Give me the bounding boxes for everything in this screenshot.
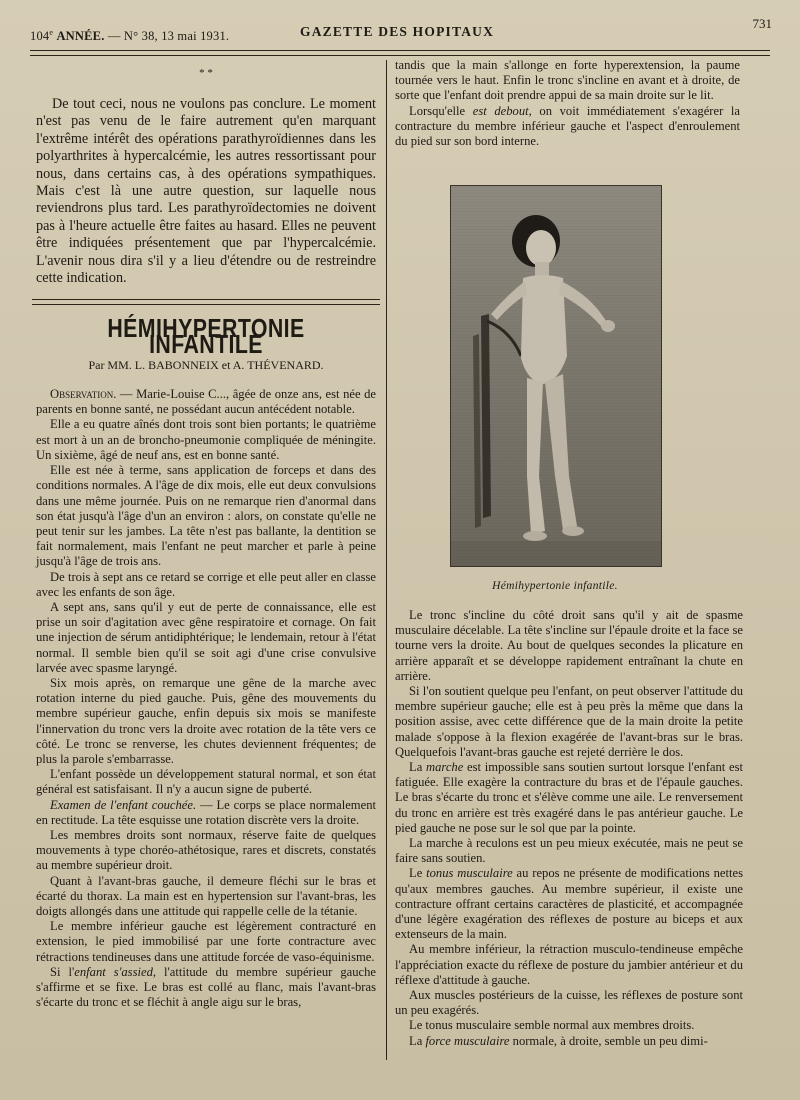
force-label: force musculaire [425,1033,510,1048]
body-paragraph: Elle a eu quatre aînés dont trois sont bien portants; le quatrième est mort à un an de broncho-pneumonie compliquée de méningite. Un sixième, âgé de neuf ans, est en bonne santé. [36,417,376,462]
child-arm-left [491,281,527,320]
tonus-label: tonus musculaire [426,866,513,881]
force-text: normale, à droite, semble un peu dimi- [509,1033,708,1048]
observation-paragraph [36,387,376,417]
header-rule [30,50,770,56]
article-byline: Par MM. L. BABONNEIX et A. THÉVENARD. [88,357,324,372]
body-paragraph: La marche à reculons est un peu mieux exécutée, mais ne peut se faire sans soutien. [395,836,743,866]
gait-prefix: La [409,760,427,775]
tonus-text: au repos ne présente de modifications nettes qu'aux membres gauches. Au membre supérieur, il existe une contracture offrant certains caractères de plasticité, et accompagnée d'une légère exagération des réflexes de posture au biceps et aux extenseurs de la main. [395,866,744,942]
right-column-bottom [395,608,743,1049]
page-header [30,16,772,46]
force-paragraph [395,1034,743,1049]
exam-lying-text: — Le corps se place normalement en rectitude. La tête esquisse une rotation discrète vers la droite. [36,797,376,827]
seated-prefix: Si l' [50,964,75,979]
child-foot-left [523,531,547,541]
article-title: HÉMIHYPERTONIE INFANTILE [107,313,305,359]
gait-text: est impossible sans soutien surtout lorsque l'enfant est fatiguée. Elle exagère la contracture du bras et de l'épaule gauches. Le bras s'écarte du tronc et s'élève comme une aile. Le renversement du tronc en arrière est très exagéré dans le pas antérieur gauche. Le pied gauche ne pose sur le sol que par la pointe. [395,760,743,835]
gait-label: marche [426,760,464,775]
standing-prefix: Lorsqu'elle [409,103,473,118]
page-number: 731 [752,16,772,31]
child-arm-right [559,281,606,326]
bed-rail [481,314,491,518]
exam-lying-label: Examen de l'enfant couchée. [50,797,197,812]
body-paragraph: Le tronc s'incline du côté droit sans qu'il y ait de spasme musculaire décelable. La tête s'incline sur l'épaule droite et la face se tourne vers la droite. Au bout de quelques secondes la plicature en arrière apparaît et se développe rapidement entraînant la chute en arrière. [395,608,743,683]
child-face [526,230,556,266]
child-hand-right [601,320,615,332]
issue-info [30,28,229,44]
floor-shadow [451,541,661,566]
patient-photograph [450,185,660,565]
intro-paragraph: De tout ceci, nous ne voulons pas conclure. Le moment n'est pas venu de le faire autrement qu'en marquant l'extrême intérêt des opérations parathyroïdiennes dans les polyarthrites à hypercalcémie, les autres ressortissant pour nous, dans certains cas, à des opérations sympathiques. Mais c'est là une autre question, sur laquelle nous reviendrons plus tard. Les parathyroïdectomies ne doivent pas à l'heure actuelle être faites au hasard. Elles ne peuvent être indiquées présentement que par l'hypercalcémie. L'avenir nous dira s'il y a lieu d'étendre ou de restreindre cette indication. [36,96,376,287]
body-paragraph: A sept ans, sans qu'il y eut de perte de connaissance, elle est prise un soir d'agitation avec gêne respiratoire et cornage. On fait une injection de sérum antidiphtérique; le lendemain, retour à l'état normal. Il semble bien qu'il se soit agi d'une crise convulsive larvée avec spasme laryngé. [36,599,376,675]
body-paragraph: Le tonus musculaire semble normal aux membres droits. [409,1018,695,1033]
observation-text: — Marie-Louise C..., âgée de onze ans, est née de parents en bonne santé, ne possédant aucun antécédent notable. [36,387,376,417]
tonus-prefix: Le [409,866,427,881]
edition-number: 104 [30,29,50,44]
bed-rail-2 [473,334,481,528]
child-neck [535,262,549,276]
right-column-top [395,58,740,149]
edition-sup: e [49,28,54,37]
section-rule [32,299,380,305]
body-paragraph: Si l'on soutient quelque peu l'enfant, on peut observer l'attitude du membre supérieur gauche; elle est à peu près la même que dans la position assise, avec cette différence que de la main droite la petite malade s'oppose à la flexion exagérée de l'avant-bras sur le bras. Quelquefois l'avant-bras gauche est rejeté derrière le dos. [395,684,743,759]
bed-curve [487,321,521,356]
body-paragraph: Quant à l'avant-bras gauche, il demeure fléchi sur le bras et écarté du thorax. La main est en hypertension sur l'avant-bras, les doigts allongés dans une attitude qui rappelle celle de la tétanie. [36,873,376,918]
issue-date: — N° 38, 13 mai 1931. [107,29,230,44]
body-paragraph: Elle est née à terme, sans application de forceps et dans des conditions normales. A l'âge de dix mois, elle eut deux convulsions dans une même journée. Puis on ne remarque rien d'anormal dans son état jusqu'à l'âge d'un an environ : alors, on constate qu'elle ne peut tenir sur les jambes. La tête n'est pas ballante, la dentition se fait normalement, mais l'enfant ne peut marcher et parle à peine jusqu'à l'âge de trois ans. [36,463,376,569]
section-asterism: * * [199,67,213,79]
continued-paragraph: tandis que la main s'allonge en forte hyperextension, la paume tournée vers le haut. Enfin le tronc s'incline en avant et à droite, de sorte que l'enfant doit prendre appui de sa main droite sur le lit. [395,58,740,103]
seated-text: , l'attitude du membre supérieur gauche s'affirme et se fixe. Le bras est collé au flanc, mais l'avant-bras s'écarte du tronc et se fléchit à angle aigu sur le bras, [36,964,376,1010]
body-paragraph: Aux muscles postérieurs de la cuisse, les réflexes de posture sont un peu exagérés. [395,988,743,1018]
body-paragraph: Six mois après, on remarque une gêne de la marche avec rotation interne du pied gauche. Puis, gêne des mouvements du membre supérieur gauche, enfin depuis six mois se manifeste l'innervation du tronc vers la droite avec rotation de la tête vers ce côté. Le tronc se renverse, les chutes deviennent fréquentes; de plus la parole s'embarrasse. [36,675,376,766]
exam-lying-paragraph [36,798,376,828]
force-prefix: La [409,1033,426,1048]
edition-word: ANNÉE. [56,29,105,44]
observation-label: Observation. [50,387,117,402]
body-paragraph: Les membres droits sont normaux, réserve faite de quelques mouvements à type choréo-athétosique, rares et discrets, constatés au membre supérieur droit. [36,827,376,873]
figure-caption: Hémihypertonie infantile. [492,580,618,592]
left-column [36,62,376,1010]
standing-text: , on voit immédiatement s'exagérer la contracture du membre inférieur gauche et l'aspect d'enroulement du pied sur son bord interne. [395,103,740,149]
body-paragraph: Le membre inférieur gauche est légèrement contracturé en extension, le pied immobilisé par une forte contracture avec rétractions tendineuses dans une attitude forcée de vaso-équinisme. [36,919,376,964]
child-leg-right [545,374,577,530]
column-divider [386,60,387,1060]
standing-paragraph [395,104,740,150]
body-paragraph: L'enfant possède un développement statural normal, et son état général est satisfaisant. Il n'y a aucun signe de puberté. [36,767,376,797]
seated-paragraph [36,965,376,1011]
photo-frame [450,185,662,567]
child-leg-left [527,378,545,534]
gait-paragraph [395,760,743,836]
body-paragraph: Au membre inférieur, la rétraction musculo-tendineuse empêche l'appréciation exacte du réflexe de posture du jambier antérieur et du réflexe d'attitude à gauche. [395,942,743,987]
seated-label: enfant s'assied [74,964,153,979]
child-figure-illustration [451,186,661,566]
tonus-paragraph [395,866,743,942]
body-paragraph: De trois à sept ans ce retard se corrige et elle peut aller en classe avec les enfants de son âge. [36,569,376,599]
journal-title: GAZETTE DES HOPITAUX [300,24,495,39]
standing-label: est debout [472,103,529,118]
child-foot-right [562,526,584,536]
intro-block [36,96,376,287]
